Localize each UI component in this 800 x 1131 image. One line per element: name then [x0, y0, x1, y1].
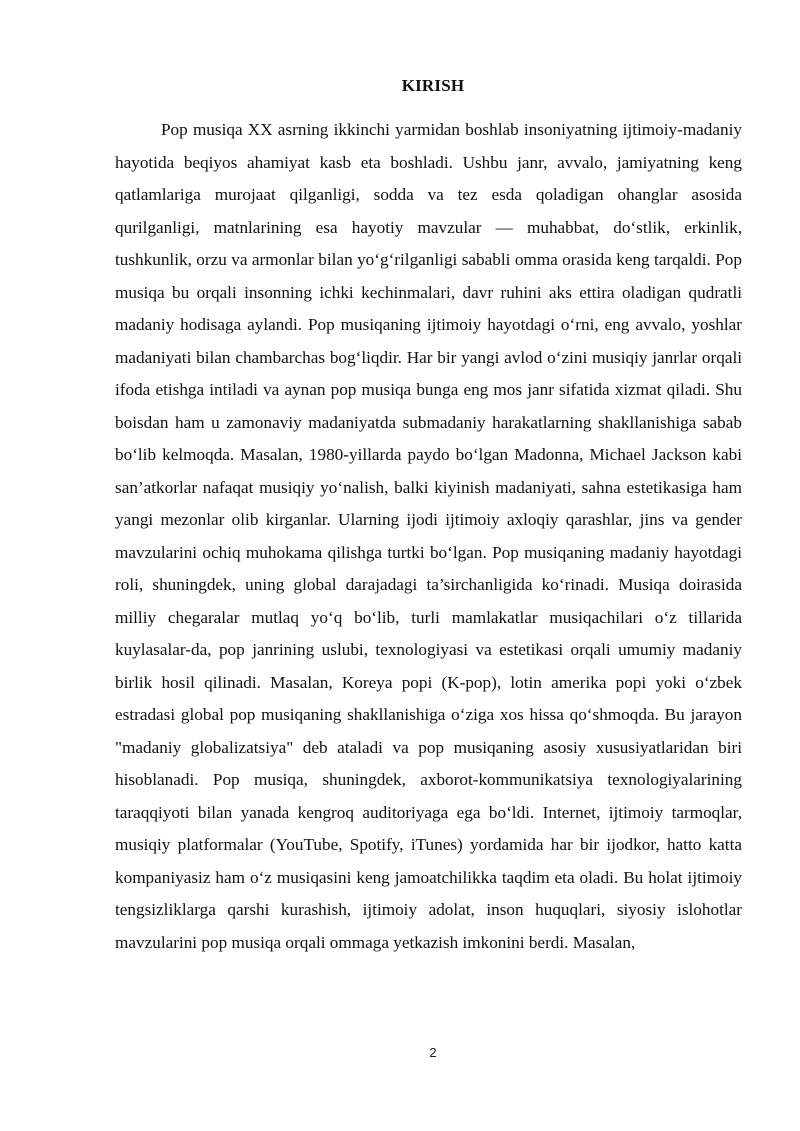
body-paragraph: Pop musiqa XX asrning ikkinchi yarmidan boshlab insoniyatning ijtimoiy-madaniy hayotida beqiyos ahamiyat kasb eta boshladi. Ushbu janr, avvalo, jamiyatning keng qatlamlariga murojaat qilganligi, sodda va tez esda qoladigan ohanglar asosida qurilganligi, matnlarining esa hayotiy mavzular — muhabbat, do‘stlik, erkinlik, tushkunlik, orzu va armonlar bilan yo‘g‘rilganligi sababli omma orasida keng tarqaldi. Pop musiqa bu orqali insonning ichki kechinmalari, davr ruhini aks ettira oladigan qudratli madaniy hodisaga aylandi. Pop musiqaning ijtimoiy hayotdagi o‘rni, eng avvalo, yoshlar madaniyati bilan chambarchas bog‘liqdir. Har bir yangi avlod o‘zini musiqiy janrlar orqali ifoda etishga intiladi va aynan pop musiqa bunga eng mos janr sifatida xizmat qiladi. Shu boisdan ham u zamonaviy madaniyatda submadaniy harakatlarning shakllanishiga sabab bo‘lib kelmoqda. Masalan, 1980-yillarda paydo bo‘lgan Madonna, Michael Jackson kabi san’atkorlar nafaqat musiqiy yo‘nalish, balki kiyinish madaniyati, sahna estetikasiga ham yangi mezonlar olib kirganlar. Ularning ijodi ijtimoiy axloqiy qarashlar, jins va gender mavzularini ochiq muhokama qilishga turtki bo‘lgan. Pop musiqaning madaniy hayotdagi roli, shuningdek, uning global darajadagi ta’sirchanligida ko‘rinadi. Musiqa doirasida milliy chegaralar mutlaq yo‘q bo‘lib, turli mamlakatlar musiqachilari o‘z tillarida kuylasalar-da, pop janrining uslubi, texnologiyasi va estetikasi orqali umumiy madaniy birlik hosil qilinadi. Masalan, Koreya popi (K-pop), lotin amerika popi yoki o‘zbek estradasi global pop musiqaning shakllanishiga o‘ziga xos hissa qo‘shmoqda. Bu jarayon "madaniy globalizatsiya" deb ataladi va pop musiqaning asosiy xususiyatlaridan biri hisoblanadi. Pop musiqa, shuningdek, axborot-kommunikatsiya texnologiyalarining taraqqiyoti bilan yanada kengroq auditoriyaga ega bo‘ldi. Internet, ijtimoiy tarmoqlar, musiqiy platformalar (YouTube, Spotify, iTunes) yordamida har bir ijodkor, hatto katta kompaniyasiz ham o‘z musiqasini keng jamoatchilikka taqdim eta oladi. Bu holat ijtimoiy tengsizliklarga qarshi kurashish, ijtimoiy adolat, inson huquqlari, siyosiy islohotlar mavzularini pop musiqa orqali ommaga yetkazish imkonini berdi. Masalan, [115, 120, 742, 952]
page-number: 2 [429, 1045, 437, 1060]
section-heading: KIRISH [401, 76, 465, 95]
